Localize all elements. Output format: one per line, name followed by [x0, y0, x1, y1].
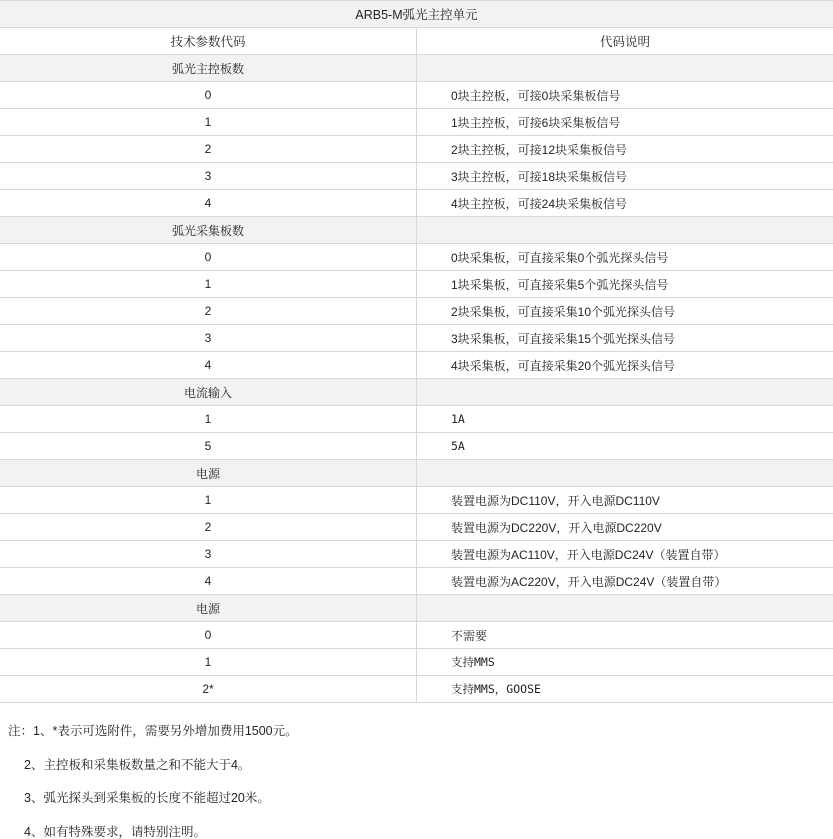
row-desc: 2块采集板，可直接采集10个弧光探头信号	[417, 298, 833, 325]
notes-section	[0, 725, 833, 838]
row-desc: 4块采集板，可直接采集20个弧光探头信号	[417, 352, 833, 379]
row-desc: 装置电源为AC220V，开入电源DC24V（装置自带）	[417, 568, 833, 595]
row-desc: 5A	[417, 433, 833, 460]
row-desc: 4块主控板，可接24块采集板信号	[417, 190, 833, 217]
note-item: 2、主控板和采集板数量之和不能大于4。	[24, 759, 833, 772]
row-desc: 1A	[417, 406, 833, 433]
row-desc: 不需要	[417, 622, 833, 649]
row-code: 2	[0, 298, 417, 325]
row-desc: 装置电源为DC220V，开入电源DC220V	[417, 514, 833, 541]
row-desc: 支持MMS，GOOSE	[417, 676, 833, 703]
group-header-row	[0, 55, 833, 82]
row-code: 1	[0, 649, 417, 676]
table-row	[0, 352, 833, 379]
row-code: 2	[0, 136, 417, 163]
group-name: 弧光采集板数	[0, 217, 417, 244]
row-desc: 3块主控板，可接18块采集板信号	[417, 163, 833, 190]
row-code: 1	[0, 406, 417, 433]
table-row	[0, 325, 833, 352]
table-row	[0, 541, 833, 568]
group-header-desc	[417, 379, 833, 406]
row-code: 0	[0, 82, 417, 109]
table-row	[0, 136, 833, 163]
row-desc: 0块主控板，可接0块采集板信号	[417, 82, 833, 109]
table-title: ARB5-M弧光主控单元	[0, 1, 833, 28]
group-header-row	[0, 460, 833, 487]
row-desc: 1块采集板，可直接采集5个弧光探头信号	[417, 271, 833, 298]
table-row	[0, 406, 833, 433]
table-row	[0, 649, 833, 676]
row-code: 3	[0, 541, 417, 568]
row-desc: 装置电源为AC110V，开入电源DC24V（装置自带）	[417, 541, 833, 568]
row-desc: 装置电源为DC110V，开入电源DC110V	[417, 487, 833, 514]
group-header-row	[0, 595, 833, 622]
table-row	[0, 109, 833, 136]
note-item: 注：1、*表示可选附件，需要另外增加费用1500元。	[8, 725, 833, 738]
table-row	[0, 568, 833, 595]
note-item: 4、如有特殊要求，请特别注明。	[24, 826, 833, 839]
row-code: 2	[0, 514, 417, 541]
spec-table-body	[0, 1, 833, 703]
row-code: 1	[0, 109, 417, 136]
table-row	[0, 163, 833, 190]
group-name: 电流输入	[0, 379, 417, 406]
group-name: 弧光主控板数	[0, 55, 417, 82]
row-code: 4	[0, 190, 417, 217]
row-desc: 1块主控板，可接6块采集板信号	[417, 109, 833, 136]
row-code: 0	[0, 244, 417, 271]
row-code: 0	[0, 622, 417, 649]
table-row	[0, 82, 833, 109]
table-row	[0, 298, 833, 325]
column-header-desc: 代码说明	[417, 28, 833, 55]
row-code: 3	[0, 325, 417, 352]
table-row	[0, 676, 833, 703]
row-code: 5	[0, 433, 417, 460]
group-name: 电源	[0, 460, 417, 487]
table-header-row	[0, 28, 833, 55]
table-row	[0, 487, 833, 514]
row-code: 4	[0, 352, 417, 379]
table-row	[0, 514, 833, 541]
group-header-desc	[417, 217, 833, 244]
group-header-row	[0, 379, 833, 406]
table-row	[0, 271, 833, 298]
table-row	[0, 433, 833, 460]
row-desc: 2块主控板，可接12块采集板信号	[417, 136, 833, 163]
group-name: 电源	[0, 595, 417, 622]
group-header-desc	[417, 55, 833, 82]
row-code: 4	[0, 568, 417, 595]
row-code: 3	[0, 163, 417, 190]
table-row	[0, 622, 833, 649]
row-desc: 3块采集板，可直接采集15个弧光探头信号	[417, 325, 833, 352]
note-item: 3、弧光探头到采集板的长度不能超过20米。	[24, 792, 833, 805]
group-header-row	[0, 217, 833, 244]
table-row	[0, 244, 833, 271]
group-header-desc	[417, 595, 833, 622]
row-code: 1	[0, 271, 417, 298]
row-desc: 支持MMS	[417, 649, 833, 676]
column-header-code: 技术参数代码	[0, 28, 417, 55]
group-header-desc	[417, 460, 833, 487]
row-desc: 0块采集板，可直接采集0个弧光探头信号	[417, 244, 833, 271]
table-row	[0, 190, 833, 217]
row-code: 1	[0, 487, 417, 514]
table-title-row	[0, 1, 833, 28]
row-code: 2*	[0, 676, 417, 703]
